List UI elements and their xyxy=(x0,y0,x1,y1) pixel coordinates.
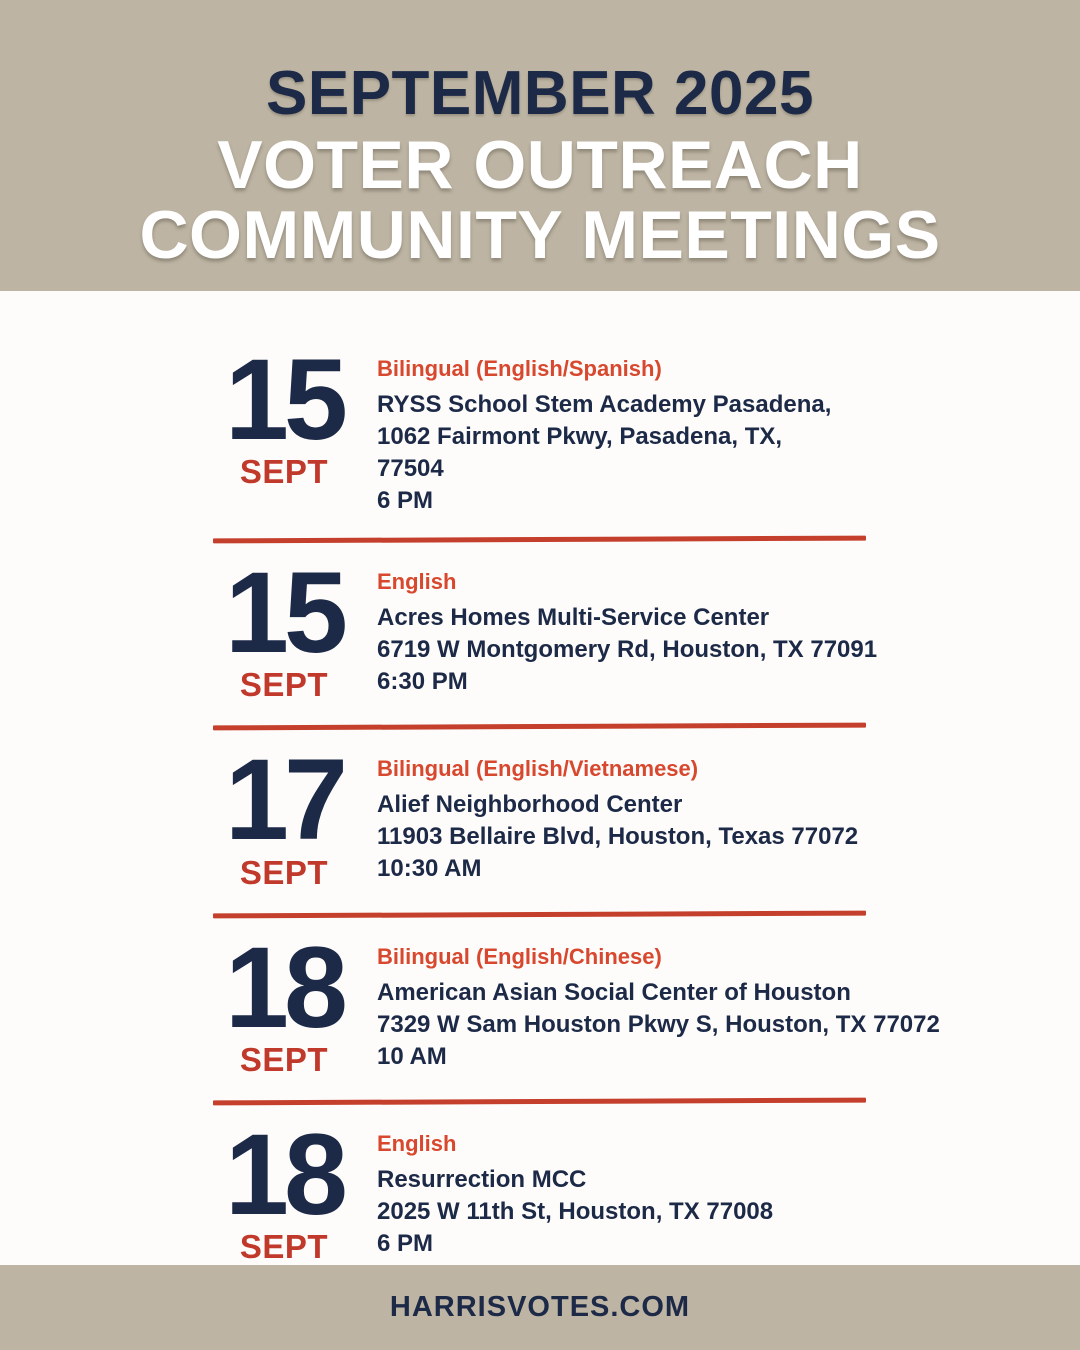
event-address: 7329 W Sam Houston Pkwy S, Houston, TX 77072 xyxy=(377,1010,940,1038)
event-time: 10 AM xyxy=(377,1042,447,1070)
event-date xyxy=(205,1110,363,1265)
event-language-label: Bilingual (English/Chinese) xyxy=(377,943,662,969)
event-address: 1062 Fairmont Pkwy, Pasadena, TX, xyxy=(377,423,783,450)
event-details xyxy=(377,753,1027,885)
event-divider xyxy=(213,536,866,544)
event-venue: RYSS School Stem Academy Pasadena, xyxy=(377,391,832,418)
date-month: SEPT xyxy=(239,1228,329,1265)
event-venue: Acres Homes Multi-Service Center xyxy=(377,604,770,631)
event-date xyxy=(205,336,363,491)
event-row-4 xyxy=(205,923,1080,1079)
date-month: SEPT xyxy=(239,1040,329,1078)
event-time: 6:30 PM xyxy=(377,668,468,695)
date-day: 15 xyxy=(225,336,343,464)
title-voter-outreach: VOTER OUTREACH xyxy=(217,127,863,203)
event-time: 6 PM xyxy=(377,487,434,514)
date-day: 17 xyxy=(225,736,343,865)
event-row-3 xyxy=(205,736,1080,891)
event-address: 6719 W Montgomery Rd, Houston, TX 77091 xyxy=(377,636,878,663)
website-text: HARRISVOTES.COM xyxy=(389,1291,691,1323)
event-row-5 xyxy=(205,1110,1080,1265)
event-venue: Resurrection MCC xyxy=(377,1165,587,1193)
event-language-label: English xyxy=(377,569,457,594)
event-details xyxy=(377,1128,1027,1260)
event-row-2 xyxy=(205,549,1080,704)
event-address: 2025 W 11th St, Houston, TX 77008 xyxy=(377,1197,774,1225)
event-details xyxy=(377,353,1027,517)
event-venue: American Asian Social Center of Houston xyxy=(377,978,851,1006)
date-day: 15 xyxy=(225,549,343,677)
event-divider xyxy=(213,910,866,918)
date-month: SEPT xyxy=(239,853,329,891)
title-community-meetings: COMMUNITY MEETINGS xyxy=(139,197,941,273)
event-language-label: Bilingual (English/Spanish) xyxy=(377,356,662,381)
date-day: 18 xyxy=(225,923,343,1052)
event-address-line2: 77504 xyxy=(377,455,444,482)
event-language-label: English xyxy=(377,1130,457,1156)
event-date xyxy=(205,736,363,891)
event-list xyxy=(0,291,1080,1265)
event-language-label: Bilingual (English/Vietnamese) xyxy=(377,756,699,782)
event-divider xyxy=(213,723,866,731)
event-row-1 xyxy=(205,336,1080,517)
event-venue: Alief Neighborhood Center xyxy=(377,791,683,819)
event-divider xyxy=(213,1097,866,1105)
date-month: SEPT xyxy=(239,453,329,491)
event-address: 11903 Bellaire Blvd, Houston, Texas 77072 xyxy=(377,823,859,851)
event-date xyxy=(205,923,363,1079)
title-month-year: SEPTEMBER 2025 xyxy=(266,59,814,128)
event-details xyxy=(377,941,1027,1073)
footer-band xyxy=(0,1265,1080,1350)
date-day: 18 xyxy=(225,1110,343,1239)
event-time: 10:30 AM xyxy=(377,855,482,883)
date-month: SEPT xyxy=(239,666,329,704)
event-time: 6 PM xyxy=(377,1229,434,1257)
header-band xyxy=(0,0,1080,291)
event-details xyxy=(377,566,1027,698)
event-date xyxy=(205,549,363,704)
